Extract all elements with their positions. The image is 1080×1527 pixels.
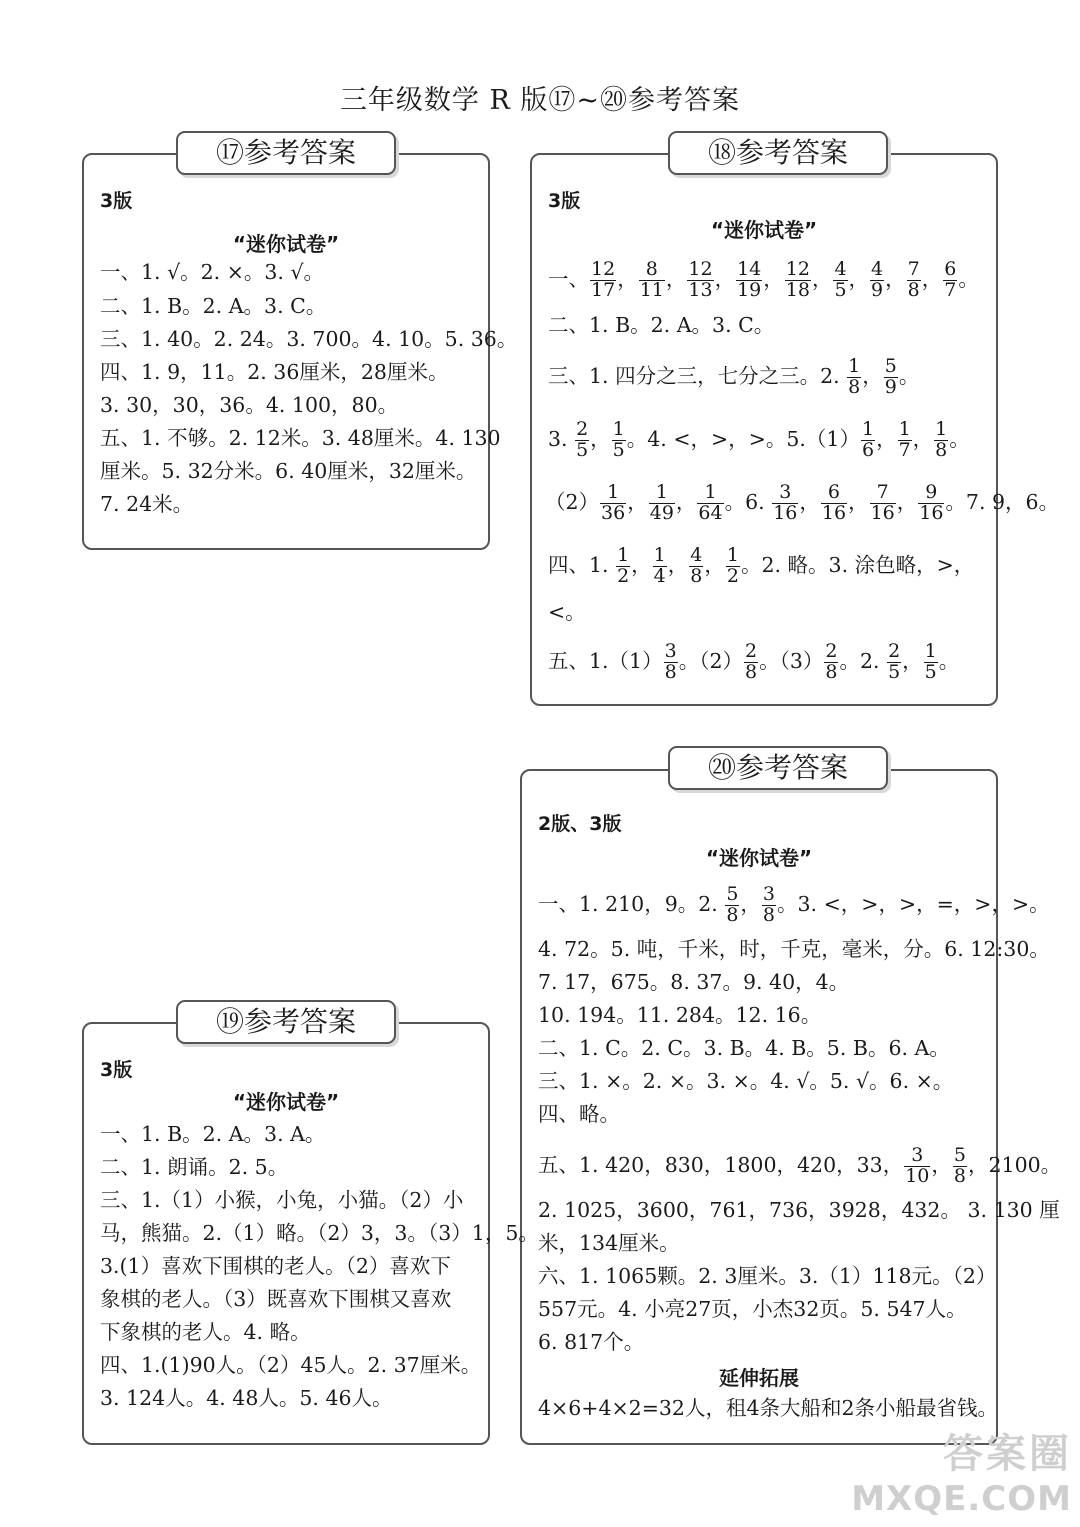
fraction: [907, 260, 921, 301]
denominator: 18: [785, 278, 810, 301]
fraction: [612, 420, 626, 461]
answer-line: [100, 1120, 325, 1148]
text-run: ，: [675, 489, 697, 514]
text-run: 一、1. √。2. ×。3. √。: [100, 260, 325, 284]
answer-line: [548, 357, 919, 398]
numerator: 1: [653, 544, 666, 566]
fraction: [870, 483, 896, 524]
text-run: 四、1. 9，11。2. 36厘米，28厘米。: [100, 360, 449, 384]
text-run: 2. 1025，3600，761，736，3928，432。 3. 130 厘: [538, 1198, 1060, 1222]
answer-line: [548, 642, 959, 683]
answer-line: [538, 1262, 996, 1290]
numerator: 1: [649, 483, 675, 504]
text-run: 557元。4. 小亮27页，小杰32页。5. 547人。: [538, 1297, 967, 1321]
denominator: 16: [773, 501, 798, 524]
answer-line: [100, 490, 193, 518]
denominator: 49: [649, 501, 674, 524]
denominator: 7: [944, 278, 957, 301]
fraction: [697, 483, 723, 524]
numerator: 2: [745, 640, 758, 662]
numerator: 1: [935, 418, 948, 440]
text-run: 三、1. 40。2. 24。3. 700。4. 10。5. 36。: [100, 327, 518, 351]
text-run: 二、1. 朗诵。2. 5。: [100, 1155, 289, 1179]
answer-line: [100, 325, 517, 353]
text-run: 3. 30，30，36。4. 100，80。: [100, 393, 399, 417]
text-run: ，: [799, 489, 820, 514]
answer-line: [548, 311, 774, 339]
text-run: 四、略。: [538, 1102, 620, 1126]
extension-title: 延伸拓展: [719, 1366, 799, 1390]
answer-line: [100, 1153, 288, 1181]
card-19-version: 3版: [100, 1059, 133, 1081]
fraction: [821, 483, 847, 524]
denominator: 7: [898, 438, 911, 461]
text-run: 。（3）: [759, 648, 824, 673]
numerator: 5: [726, 883, 739, 905]
denominator: 16: [919, 501, 944, 524]
denominator: 5: [612, 438, 625, 461]
denominator: 2: [617, 564, 630, 587]
text-run: ，: [876, 426, 897, 451]
text-run: 7. 17，675。8. 37。9. 40，4。: [538, 970, 850, 994]
numerator: 3: [904, 1146, 930, 1167]
answer-line: [100, 1186, 463, 1214]
numerator: 3: [664, 640, 677, 662]
text-run: ，: [885, 266, 906, 291]
denominator: 10: [905, 1164, 930, 1187]
fraction: [689, 546, 703, 587]
text-run: 五、1. 420，830，1800，420，33，: [538, 1152, 904, 1177]
fraction: [861, 420, 875, 461]
text-run: 米，134厘米。: [538, 1231, 680, 1255]
fraction: [887, 642, 901, 683]
numerator: 1: [861, 418, 875, 440]
text-run: 四、1.: [548, 552, 616, 577]
numerator: 12: [591, 258, 616, 280]
text-run: 二、1. C。2. C。3. B。4. B。5. B。6. A。: [538, 1036, 950, 1060]
answer-line: [538, 1196, 1060, 1224]
answer-line: [538, 1067, 953, 1095]
card-19-subtitle: “迷你试卷”: [232, 1090, 340, 1114]
fraction: [590, 260, 616, 301]
numerator: 5: [953, 1144, 966, 1166]
denominator: 8: [953, 1164, 966, 1187]
answer-line: [538, 1295, 967, 1323]
text-run: 。7. 9，6。: [945, 489, 1060, 514]
text-run: 。6.: [724, 489, 772, 514]
answer-line: [548, 420, 970, 461]
numerator: 4: [690, 544, 703, 566]
answer-line: [538, 1229, 680, 1257]
numerator: 12: [785, 258, 810, 280]
numerator: 1: [612, 418, 625, 440]
card-18-subtitle: “迷你试卷”: [710, 218, 818, 242]
fraction: [744, 642, 758, 683]
text-run: ，: [811, 266, 833, 291]
text-run: ，: [714, 266, 736, 291]
answer-line: [538, 935, 1050, 963]
numerator: 1: [726, 544, 739, 566]
text-run: ，: [848, 489, 869, 514]
fraction: [934, 420, 948, 461]
answer-line: [538, 1328, 644, 1356]
fraction: [575, 420, 589, 461]
denominator: 19: [737, 278, 762, 301]
text-run: ，: [665, 266, 687, 291]
denominator: 8: [825, 660, 838, 683]
answer-line: [100, 258, 324, 286]
numerator: 1: [898, 418, 911, 440]
text-run: 3.: [548, 426, 575, 451]
answer-line: [545, 483, 1059, 524]
fraction: [924, 642, 938, 683]
text-run: 10. 194。11. 284。12. 16。: [538, 1003, 822, 1027]
text-run: 五、1. 不够。2. 12米。3. 48厘米。4. 130: [100, 426, 501, 450]
numerator: 7: [907, 258, 920, 280]
denominator: 11: [639, 278, 664, 301]
watermark: [851, 1422, 1072, 1519]
text-run: 。2.: [839, 648, 887, 673]
numerator: 2: [888, 640, 901, 662]
numerator: 1: [600, 483, 626, 504]
denominator: 5: [834, 278, 847, 301]
fraction: [785, 260, 811, 301]
fraction: [725, 885, 739, 926]
denominator: 4: [653, 564, 666, 587]
card-17-subtitle: “迷你试卷”: [232, 232, 340, 256]
fraction: [870, 260, 884, 301]
numerator: 1: [697, 483, 723, 504]
text-run: 。3. <，>，>，=，>，>。: [777, 891, 1050, 916]
fraction: [687, 260, 713, 301]
card-18-tab: ⑱参考答案: [668, 131, 888, 175]
text-run: ，: [848, 266, 870, 291]
answer-line: [538, 1001, 821, 1029]
card-20-subtitle: “迷你试卷”: [705, 846, 813, 870]
text-run: 6. 817个。: [538, 1330, 645, 1354]
text-run: 二、1. B。2. A。3. C。: [548, 313, 775, 337]
text-run: ，: [627, 489, 648, 514]
denominator: 8: [745, 660, 758, 683]
text-run: 一、1. 210，9。2.: [538, 891, 725, 916]
text-run: ，2100。: [968, 1152, 1062, 1177]
answer-line: [100, 1285, 451, 1313]
numerator: 5: [884, 355, 897, 377]
answer-line: [548, 598, 586, 626]
text-run: 马，熊猫。2.（1）略。（2）3，3。（3）1，5。: [100, 1221, 539, 1245]
text-run: ，: [617, 266, 638, 291]
numerator: 1: [924, 640, 937, 662]
text-run: ，: [631, 552, 652, 577]
text-run: <。: [548, 600, 586, 624]
denominator: 9: [871, 278, 884, 301]
fraction: [904, 1146, 930, 1187]
card-18-version: 3版: [548, 190, 581, 212]
answer-line: [100, 358, 448, 386]
answer-line: [100, 1252, 451, 1280]
answer-line: [100, 1219, 539, 1247]
card-20-version: 2版、3版: [538, 813, 622, 835]
text-run: 一、: [548, 266, 589, 291]
fraction: [772, 483, 798, 524]
numerator: 2: [576, 418, 589, 440]
numerator: 7: [870, 483, 896, 504]
denominator: 13: [688, 278, 713, 301]
text-run: 下象棋的老人。4. 略。: [100, 1320, 311, 1344]
text-run: 4×6+4×2=32人，租4条大船和2条小船最省钱。: [538, 1396, 999, 1420]
fraction: [664, 642, 678, 683]
text-run: ，: [740, 891, 761, 916]
fraction: [884, 357, 898, 398]
fraction: [653, 546, 667, 587]
text-run: 。2. 略。3. 涂色略，>，: [740, 552, 975, 577]
card-17-version: 3版: [100, 190, 133, 212]
numerator: 2: [825, 640, 838, 662]
answer-line: [100, 292, 326, 320]
denominator: 64: [698, 501, 723, 524]
page-title: 三年级数学 R 版⑰~⑳参考答案: [339, 85, 741, 116]
text-run: 。: [958, 266, 979, 291]
denominator: 5: [576, 438, 589, 461]
fraction: [639, 260, 665, 301]
text-run: 。4. <，>，>。5.（1）: [626, 426, 860, 451]
text-run: 三、1. 四分之三，七分之三。2.: [548, 363, 847, 388]
text-run: 厘米。5. 32分米。6. 40厘米，32厘米。: [100, 459, 477, 483]
text-run: 象棋的老人。（3）既喜欢下围棋又喜欢: [100, 1287, 452, 1311]
text-run: 六、1. 1065颗。2. 3厘米。3.（1）118元。（2）: [538, 1264, 997, 1288]
answer-line: [538, 1394, 998, 1422]
text-run: 。: [898, 363, 920, 388]
numerator: 1: [848, 355, 861, 377]
denominator: 8: [907, 278, 920, 301]
fraction: [762, 885, 776, 926]
denominator: 16: [821, 501, 847, 524]
text-run: 3. 124人。4. 48人。5. 46人。: [100, 1386, 393, 1410]
denominator: 5: [924, 660, 937, 683]
text-run: ，: [590, 426, 611, 451]
fraction: [943, 260, 957, 301]
answer-line: [548, 546, 974, 587]
fraction: [833, 260, 847, 301]
numerator: 6: [944, 258, 957, 280]
denominator: 8: [848, 375, 861, 398]
denominator: 8: [664, 660, 677, 683]
numerator: 1: [617, 544, 630, 566]
fraction: [616, 546, 630, 587]
answer-line: [538, 1100, 620, 1128]
text-run: ，: [912, 426, 934, 451]
text-run: 二、1. B。2. A。3. C。: [100, 294, 327, 318]
text-run: ，: [896, 489, 918, 514]
text-run: 。: [938, 648, 960, 673]
numerator: 9: [918, 483, 944, 504]
text-run: 三、1.（1）小猴，小兔，小猫。（2）小: [100, 1188, 464, 1212]
fraction: [600, 483, 626, 524]
answer-line: [538, 1146, 1061, 1187]
card-19-tab: ⑲参考答案: [176, 1000, 396, 1044]
numerator: 4: [871, 258, 884, 280]
watermark-url: MXQE.COM: [851, 1479, 1072, 1519]
text-run: （2）: [545, 489, 600, 514]
answer-line: [538, 968, 849, 996]
text-run: ，: [902, 648, 923, 673]
text-run: 三、1. ×。2. ×。3. ×。4. √。5. √。6. ×。: [538, 1069, 954, 1093]
denominator: 2: [726, 564, 739, 587]
denominator: 5: [888, 660, 901, 683]
text-run: 四、1.(1)90人。（2）45人。2. 37厘米。: [100, 1353, 482, 1377]
card-17-tab: ⑰参考答案: [176, 131, 396, 175]
numerator: 3: [762, 883, 776, 905]
fraction: [736, 260, 762, 301]
denominator: 8: [690, 564, 703, 587]
answer-line: [538, 1034, 950, 1062]
fraction: [918, 483, 944, 524]
text-run: 一、1. B。2. A。3. A。: [100, 1122, 326, 1146]
text-run: ，: [931, 1152, 952, 1177]
denominator: 36: [601, 501, 626, 524]
fraction: [953, 1146, 967, 1187]
denominator: 8: [726, 903, 739, 926]
denominator: 8: [935, 438, 948, 461]
fraction: [824, 642, 838, 683]
numerator: 8: [639, 260, 665, 281]
answer-line: [100, 1351, 481, 1379]
text-run: 7. 24米。: [100, 492, 194, 516]
text-run: ，: [921, 266, 943, 291]
denominator: 6: [861, 438, 875, 461]
answer-line: [548, 260, 979, 301]
numerator: 12: [688, 258, 713, 280]
denominator: 16: [870, 501, 895, 524]
watermark-logo: 答案圈: [943, 1431, 1072, 1477]
answer-line: [100, 424, 501, 452]
fraction: [898, 420, 912, 461]
text-run: 五、1.（1）: [548, 648, 663, 673]
answer-line: [100, 1318, 311, 1346]
answer-line: [538, 885, 1050, 926]
denominator: 17: [591, 278, 616, 301]
numerator: 6: [821, 483, 847, 504]
denominator: 9: [884, 375, 897, 398]
card-20-tab: ⑳参考答案: [668, 746, 888, 790]
text-run: 。: [949, 426, 970, 451]
text-run: ，: [862, 363, 883, 388]
answer-line: [100, 457, 476, 485]
numerator: 4: [834, 258, 847, 280]
denominator: 8: [762, 903, 776, 926]
fraction: [847, 357, 861, 398]
text-run: 3.(1）喜欢下围棋的老人。（2）喜欢下: [100, 1254, 451, 1278]
answer-line: [100, 391, 398, 419]
text-run: 4. 72。5. 吨，千米，时，千克，毫米，分。6. 12:30。: [538, 937, 1050, 961]
fraction: [726, 546, 740, 587]
answer-line: [100, 1384, 393, 1412]
numerator: 3: [772, 483, 798, 504]
text-run: ，: [667, 552, 689, 577]
numerator: 14: [737, 258, 762, 280]
text-run: ，: [704, 552, 725, 577]
fraction: [649, 483, 675, 524]
text-run: ，: [763, 266, 784, 291]
text-run: 。（2）: [678, 648, 743, 673]
